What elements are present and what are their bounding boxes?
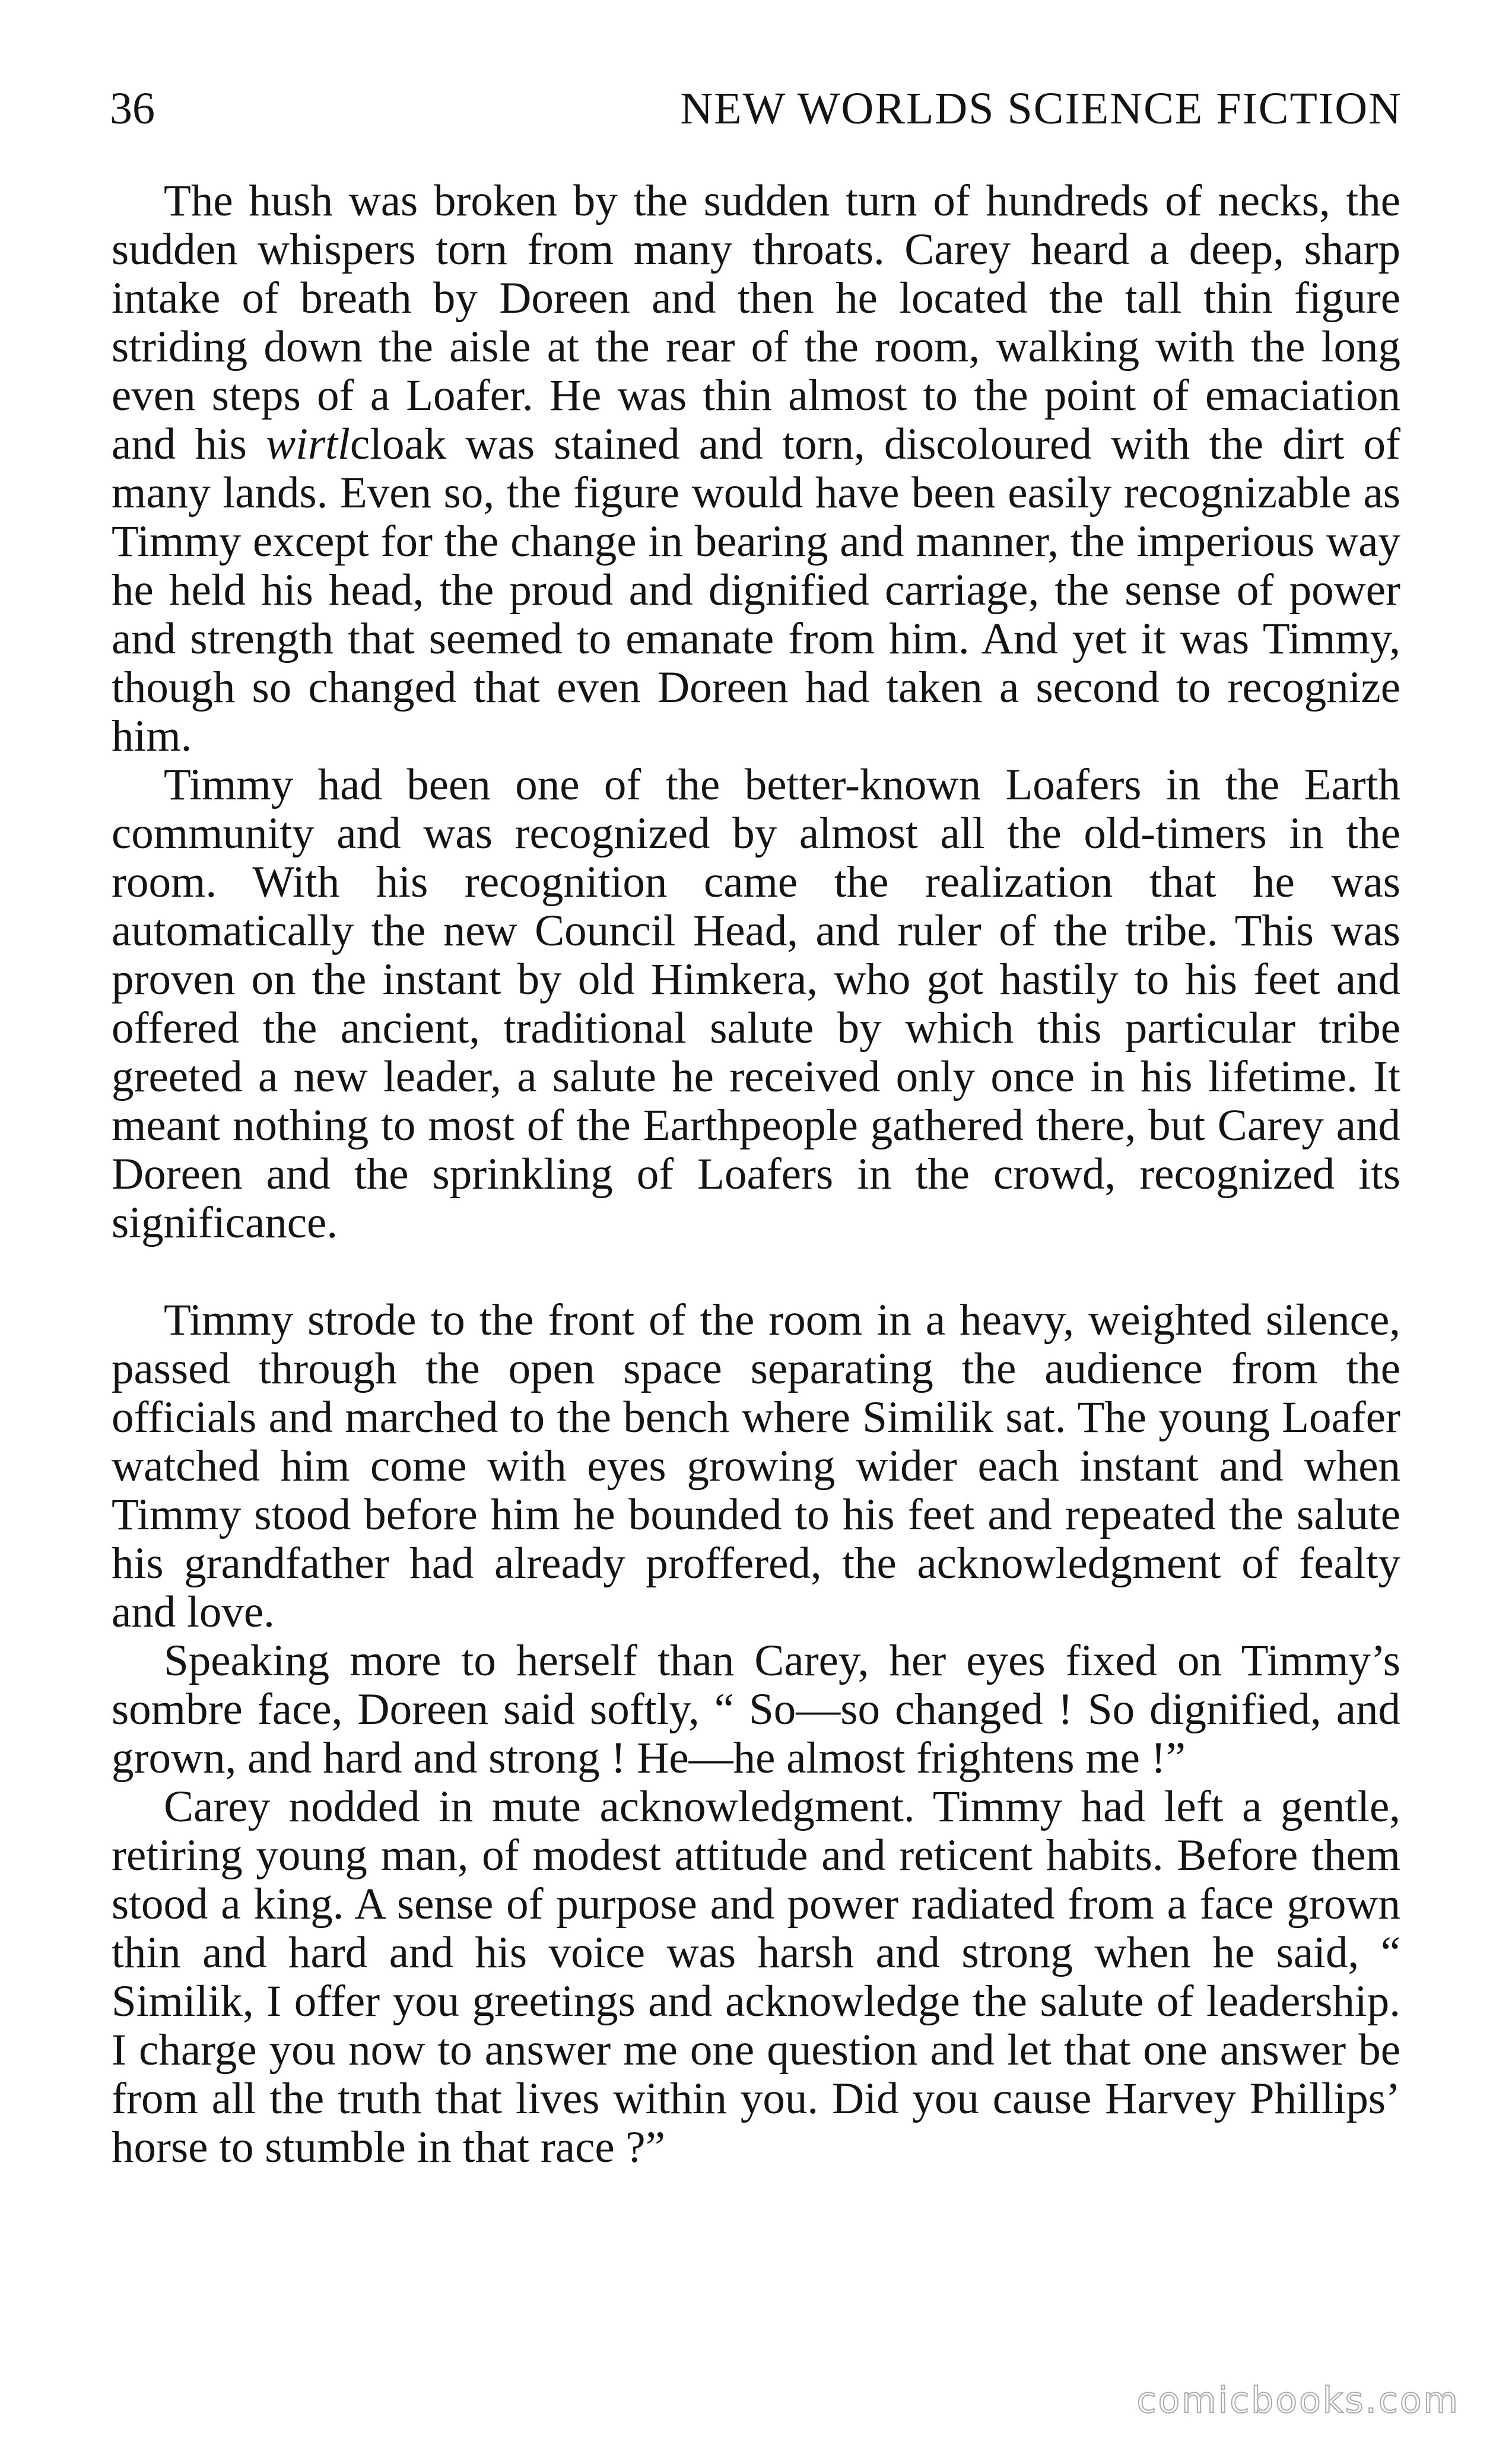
paragraph: Speaking more to herself than Carey, her eyes fixed on Timmy’s sombre face, Doreen said softly, “ So—so changed ! So dignified, and grown, and hard and strong ! He—he almost frightens me !” <box>112 1636 1400 1783</box>
page-header <box>110 76 1402 141</box>
watermark: comicbooks.com <box>1136 2380 1460 2421</box>
page-number: 36 <box>110 84 155 134</box>
italic-word: wirtl <box>266 420 350 469</box>
paragraph-text: cloak was stained and torn, discoloured with the dirt of many lands. Even so, the figure would have been easily recognizable as Timmy except for the change in bearing and manner, the imperious way he held his head, the proud and dignified carriage, the sense of power and strength that seemed to emanate from him. And yet it was Timmy, though so changed that even Doreen had taken a second to recognize him. <box>112 420 1400 761</box>
paragraph <box>112 177 1400 761</box>
paragraph: Carey nodded in mute acknowledgment. Timmy had left a gentle, retiring young man, of modest attitude and reticent habits. Before them stood a king. A sense of purpose and power radiated from a face grown thin and hard and his voice was harsh and strong when he said, “ Similik, I offer you greetings and acknowledge the salute of leadership. I charge you now to answer me one question and let that one answer be from all the truth that lives within you. Did you cause Harvey Phillips’ horse to stumble in that race ?” <box>112 1782 1400 2172</box>
paragraph-text: The hush was broken by the sudden turn of hundreds of necks, the sudden whispers torn from many throats. Carey heard a deep, sharp intake of breath by Doreen and then he located the tall thin figure striding down the aisle at the rear of the room, walking with the long even steps of a Loafer. He was thin almost to the point of emaciation and his <box>112 176 1400 469</box>
paragraph: Timmy had been one of the better-known Loafers in the Earth community and was recognized by almost all the old-timers in the room. With his recognition came the realization that he was automatically the new Council Head, and ruler of the tribe. This was proven on the instant by old Himkera, who got hastily to his feet and offered the ancient, traditional salute by which this particular tribe greeted a new leader, a salute he received only once in his lifetime. It meant nothing to most of the Earthpeople gathered there, but Carey and Doreen and the sprinkling of Loafers in the crowd, recognized its significance. <box>112 760 1400 1247</box>
running-head: NEW WORLDS SCIENCE FICTION <box>680 84 1402 134</box>
paragraph: Timmy strode to the front of the room in a heavy, weighted silence, passed through the open space separating the audience from the officials and marched to the bench where Similik sat. The young Loafer watched him come with eyes growing wider each instant and when Timmy stood before him he bounded to his feet and repeated the salute his grandfather had already proffered, the acknowledgment of fealty and love. <box>112 1295 1400 1637</box>
body-text <box>112 177 1400 2172</box>
